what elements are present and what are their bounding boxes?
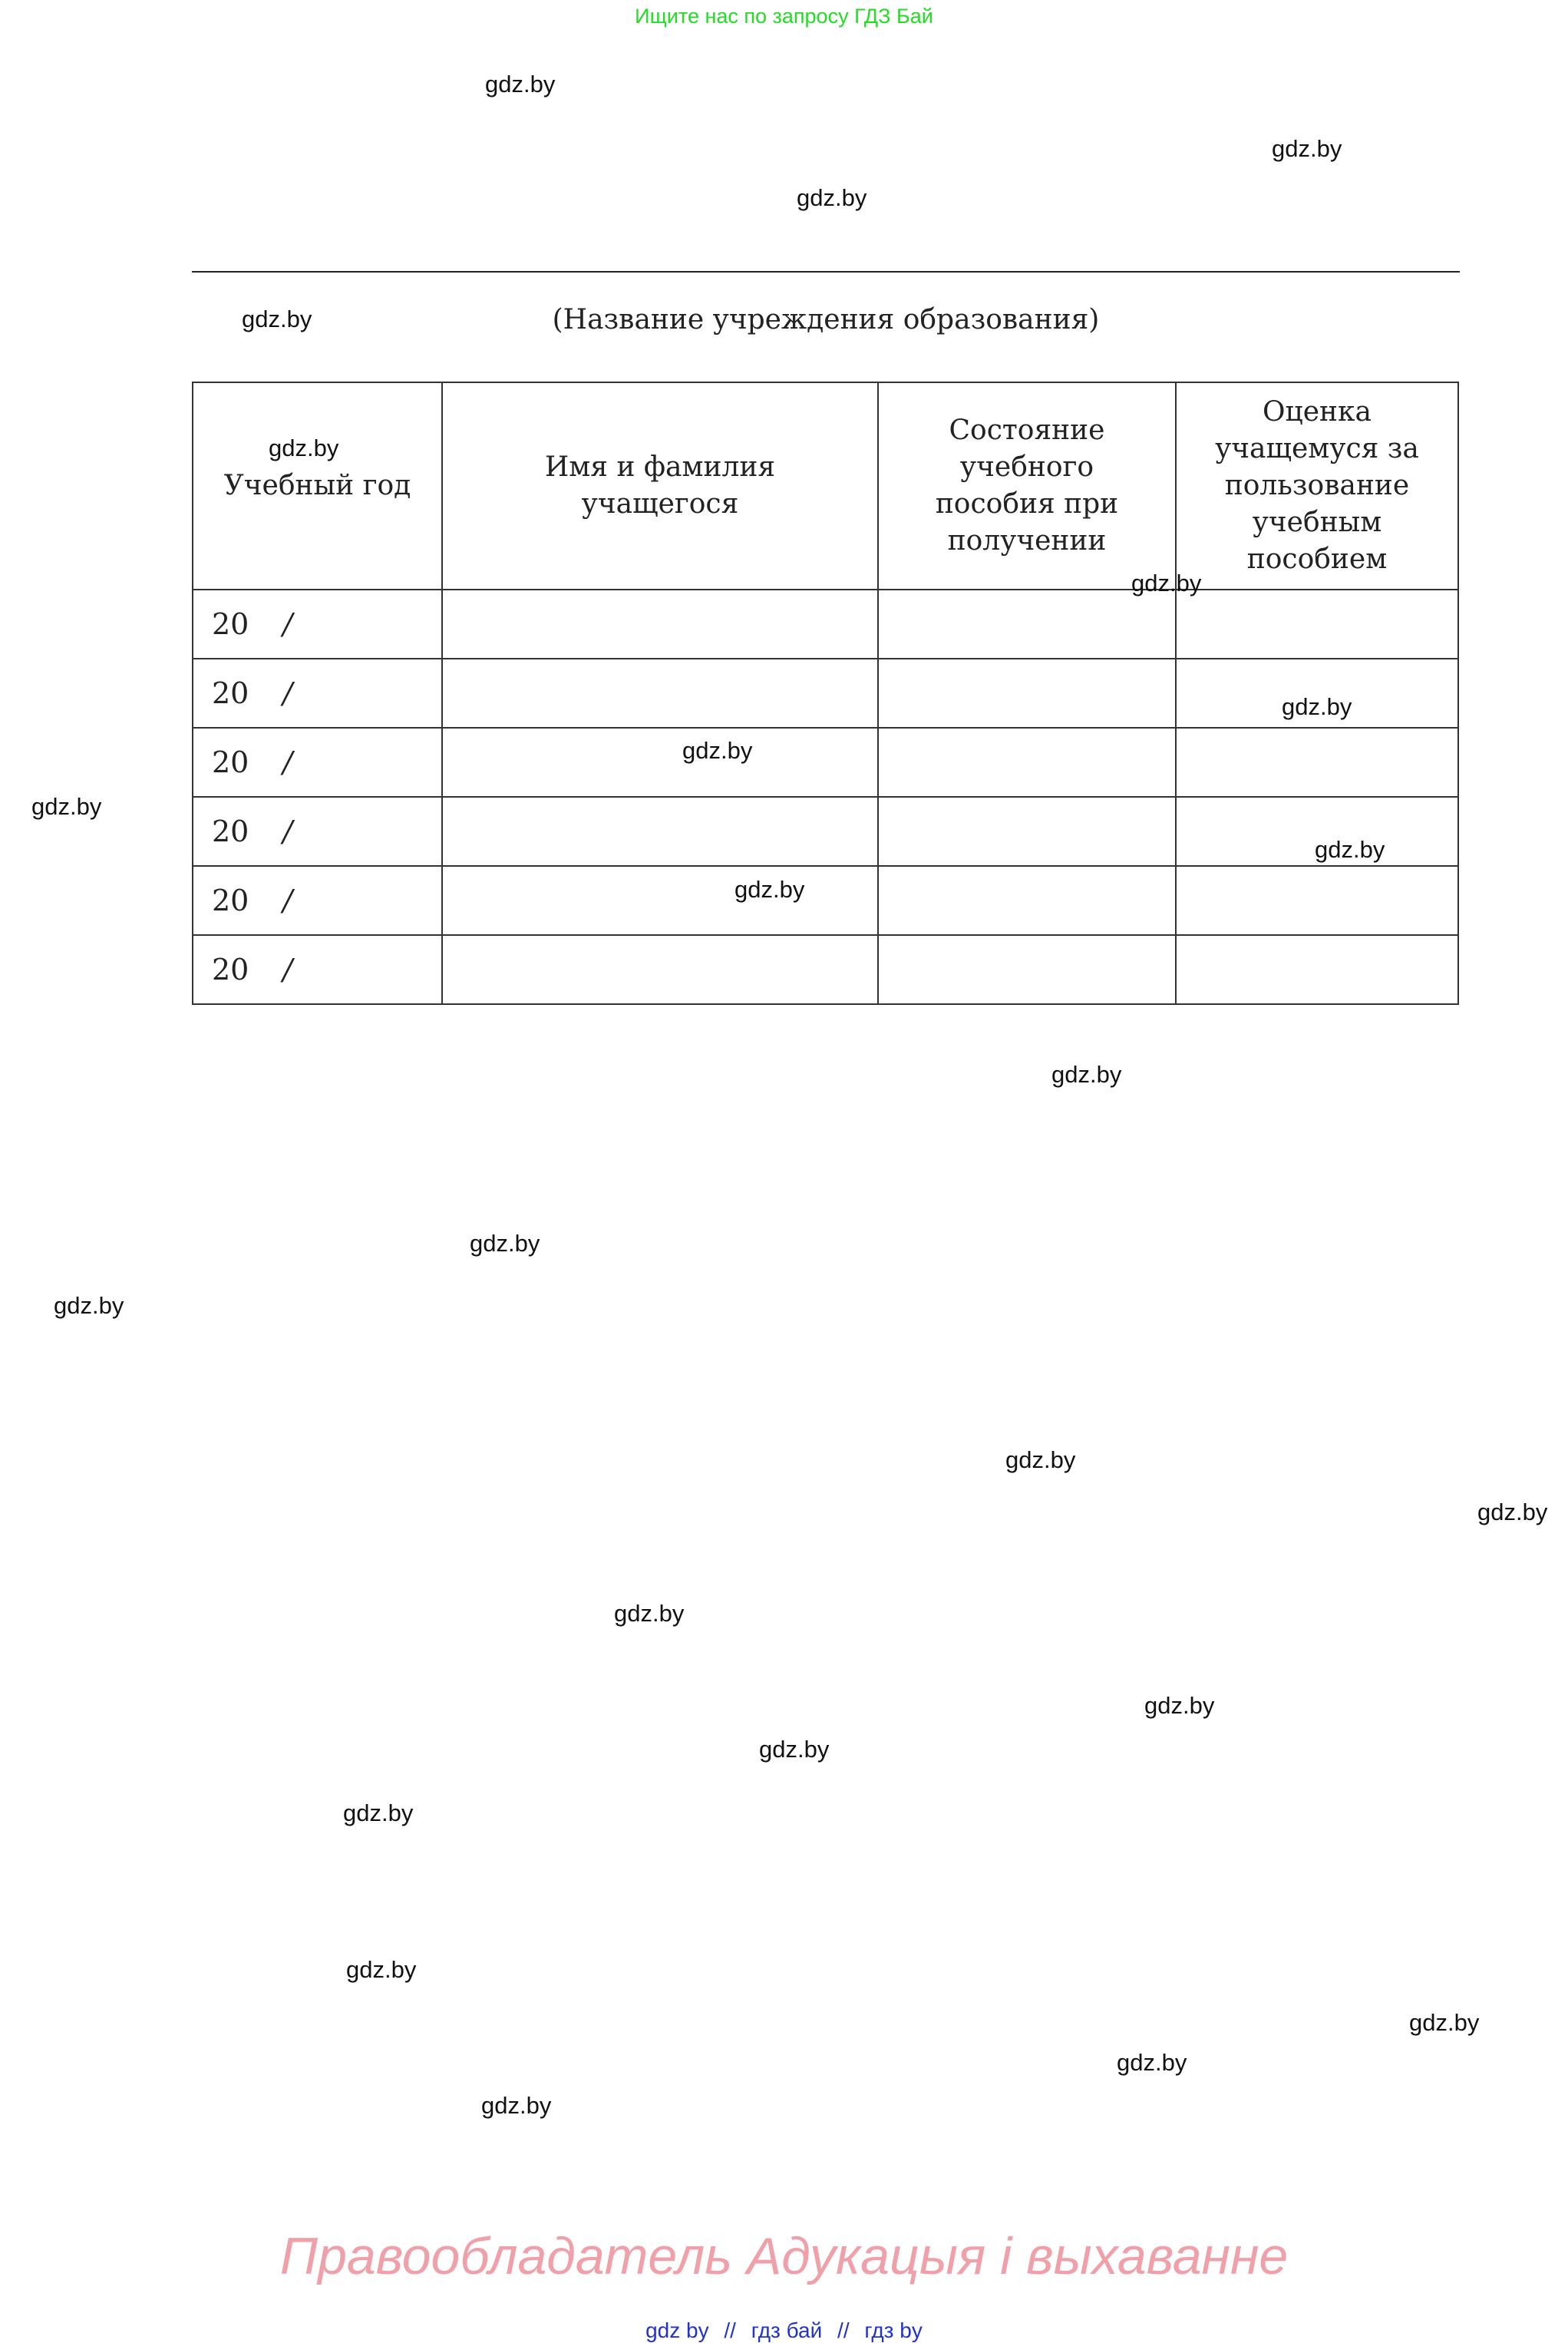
footer-separator: // [837, 2318, 850, 2342]
year-cell: 20 / [193, 866, 442, 935]
student-name-cell[interactable] [442, 590, 878, 659]
condition-cell[interactable] [878, 659, 1176, 728]
table-header-row [193, 382, 1458, 590]
watermark: gdz.by [1272, 135, 1342, 162]
watermark: gdz.by [485, 71, 556, 97]
condition-cell[interactable] [878, 866, 1176, 935]
institution-caption: (Название учреждения образования) [552, 304, 1100, 335]
textbook-register-table [192, 382, 1459, 1005]
grade-cell[interactable] [1176, 866, 1458, 935]
footer-separator: // [724, 2318, 736, 2342]
footer-link-gdz-by[interactable]: gdz by [645, 2318, 709, 2342]
watermark: gdz.by [54, 1292, 124, 1319]
table-row [193, 797, 1458, 866]
copyright-notice: Правообладатель Адукацыя і выхаванне [279, 2227, 1289, 2285]
watermark: gdz.by [269, 435, 339, 461]
condition-cell[interactable] [878, 797, 1176, 866]
year-cell: 20 / [193, 659, 442, 728]
header-student-name: Имя и фамилия учащегося [442, 382, 878, 590]
watermark: gdz.by [614, 1600, 685, 1627]
student-name-cell[interactable] [442, 797, 878, 866]
table-row [193, 866, 1458, 935]
year-cell: 20 / [193, 590, 442, 659]
watermark: gdz.by [346, 1956, 417, 1983]
header-school-year: Учебный год [193, 382, 442, 590]
watermark: gdz.by [1282, 693, 1352, 720]
watermark: gdz.by [734, 876, 805, 903]
watermark: gdz.by [797, 184, 867, 211]
condition-cell[interactable] [878, 590, 1176, 659]
watermark: gdz.by [1315, 836, 1385, 863]
watermark: gdz.by [481, 2092, 552, 2119]
condition-cell[interactable] [878, 935, 1176, 1004]
grade-cell[interactable] [1176, 935, 1458, 1004]
table-row [193, 728, 1458, 797]
search-banner: Ищите нас по запросу ГДЗ Бай [635, 5, 933, 28]
watermark: gdz.by [470, 1230, 540, 1257]
watermark: gdz.by [1131, 570, 1202, 596]
watermark: gdz.by [759, 1736, 830, 1763]
year-cell: 20 / [193, 935, 442, 1004]
year-cell: 20 / [193, 797, 442, 866]
grade-cell[interactable] [1176, 590, 1458, 659]
grade-cell[interactable] [1176, 728, 1458, 797]
table-row [193, 935, 1458, 1004]
watermark: gdz.by [1117, 2049, 1187, 2076]
table-row [193, 590, 1458, 659]
watermark: gdz.by [343, 1799, 414, 1826]
watermark: gdz.by [1477, 1499, 1548, 1525]
student-name-cell[interactable] [442, 728, 878, 797]
watermark: gdz.by [1144, 1692, 1215, 1719]
footer-link-gdz-bai[interactable]: гдз бай [751, 2318, 823, 2342]
header-grade: Оценка учащемуся за пользование учебным пособием [1176, 382, 1458, 590]
institution-name-line [192, 271, 1460, 273]
watermark: gdz.by [1005, 1446, 1076, 1473]
watermark: gdz.by [1051, 1061, 1122, 1088]
footer-link-gdz-by-cyr[interactable]: гдз by [864, 2318, 923, 2342]
footer-links [0, 2318, 1568, 2343]
student-name-cell[interactable] [442, 935, 878, 1004]
year-cell: 20 / [193, 728, 442, 797]
header-condition: Состояние учебного пособия при получении [878, 382, 1176, 590]
watermark: gdz.by [1409, 2009, 1480, 2036]
watermark: gdz.by [242, 306, 312, 332]
student-name-cell[interactable] [442, 659, 878, 728]
watermark: gdz.by [682, 737, 753, 764]
table-row [193, 659, 1458, 728]
condition-cell[interactable] [878, 728, 1176, 797]
student-name-cell[interactable] [442, 866, 878, 935]
watermark: gdz.by [31, 793, 102, 820]
